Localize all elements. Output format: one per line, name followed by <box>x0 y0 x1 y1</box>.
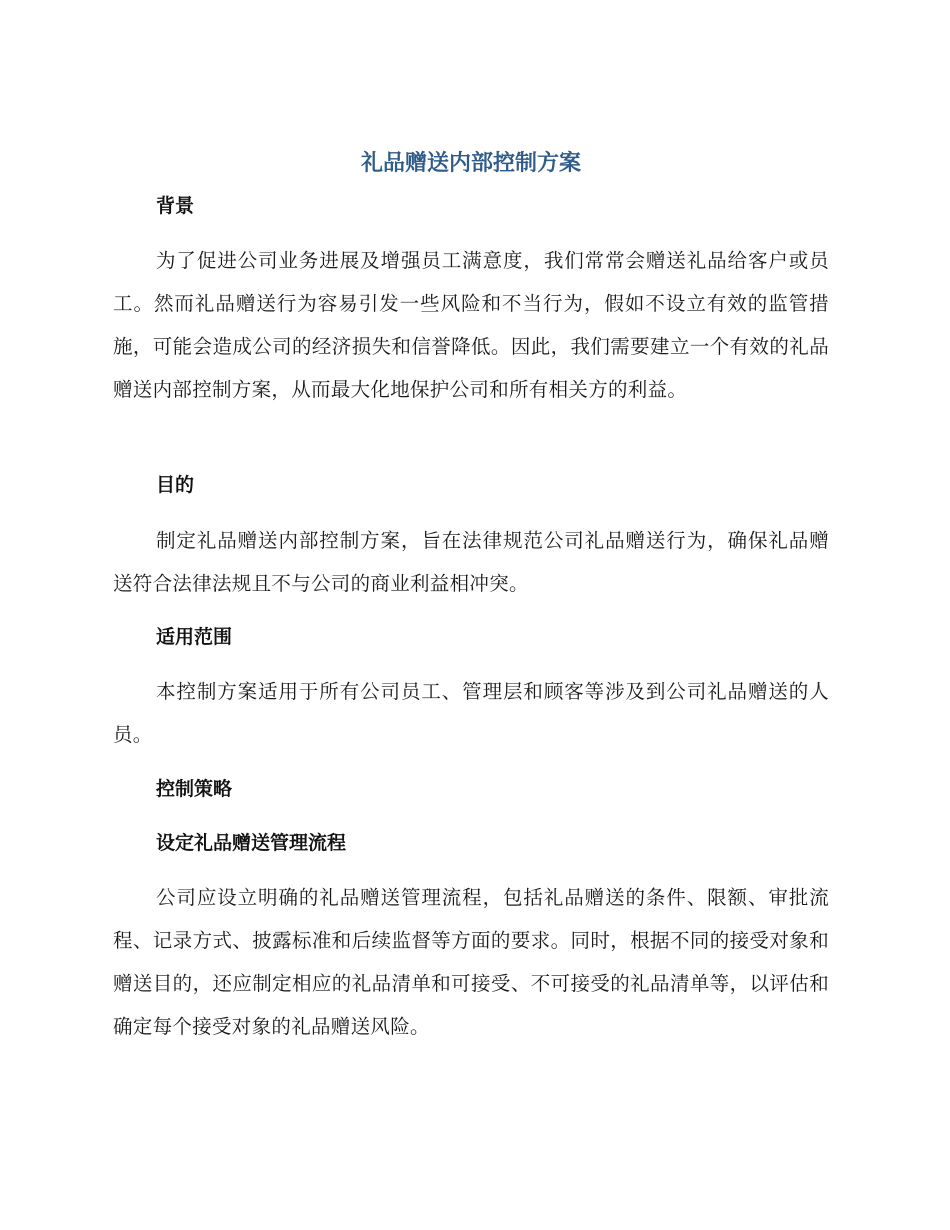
section-body-scope: 本控制方案适用于所有公司员工、管理层和顾客等涉及到公司礼品赠送的人员。 <box>113 680 829 746</box>
section-body-purpose: 制定礼品赠送内部控制方案，旨在法律规范公司礼品赠送行为，确保礼品赠送符合法律法规且不与公司的商业利益相冲突。 <box>113 529 829 595</box>
section-heading-scope: 适用范围 <box>156 626 233 648</box>
section-heading-control-strategy: 控制策略 <box>156 778 233 800</box>
section-heading-gift-process: 设定礼品赠送管理流程 <box>156 832 347 854</box>
section-body-background: 为了促进公司业务进展及增强员工满意度，我们常常会赠送礼品给客户或员工。然而礼品赠送行为容易引发一些风险和不当行为，假如不设立有效的监管措施，可能会造成公司的经济损失和信誉降低。因此，我们需要建立一个有效的礼品赠送内部控制方案，从而最大化地保护公司和所有相关方的利益。 <box>113 249 829 401</box>
section-heading-purpose: 目的 <box>156 474 195 496</box>
section-heading-background: 背景 <box>156 195 195 217</box>
document-title: 礼品赠送内部控制方案 <box>360 151 581 176</box>
section-body-gift-process: 公司应设立明确的礼品赠送管理流程，包括礼品赠送的条件、限额、审批流程、记录方式、披露标准和后续监督等方面的要求。同时，根据不同的接受对象和赠送目的，还应制定相应的礼品清单和可接受、不可接受的礼品清单等，以评估和确定每个接受对象的礼品赠送风险。 <box>113 886 829 1038</box>
